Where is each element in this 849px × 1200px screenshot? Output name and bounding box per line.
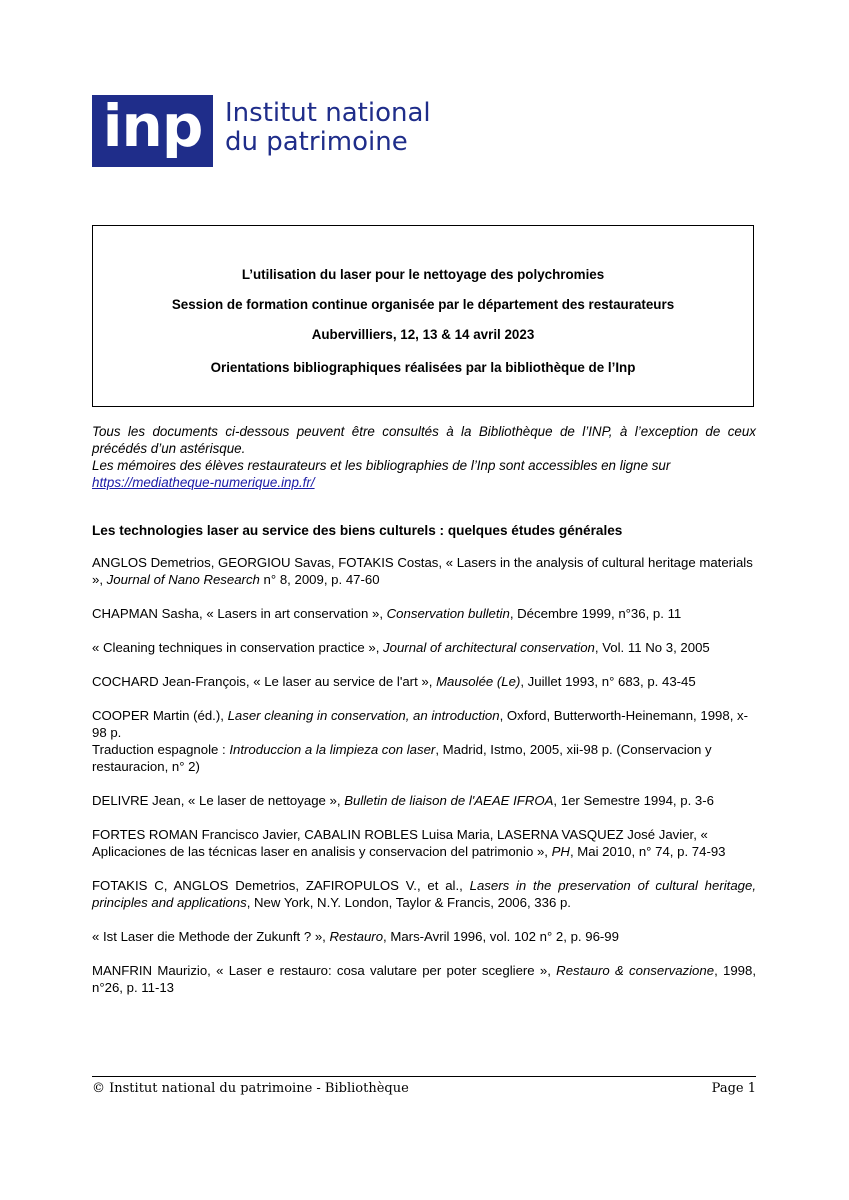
ref-text: , Oxford, Butterworth-Heinemann, 1998, x-98 p. xyxy=(92,708,749,740)
session-title: Session de formation continue organisée par le département des restaurateurs xyxy=(171,297,675,312)
logo-line-2: du patrimoine xyxy=(225,127,408,157)
ref-text: n° 8, 2009, p. 47-60 xyxy=(259,572,380,587)
ref-italic: Laser cleaning in conservation, an introduction xyxy=(227,708,500,723)
page-number: Page 1 xyxy=(711,1081,756,1096)
ref-italic: Lasers in the preservation of cultural heritage, principles and applications xyxy=(92,878,757,910)
ref-italic: Mausolée (Le) xyxy=(436,674,521,689)
ref-text: , 1er Semestre 1994, p. 3-6 xyxy=(553,793,714,808)
ref-text: , Mars-Avril 1996, vol. 102 n° 2, p. 96-99 xyxy=(383,929,619,944)
ref-text: MANFRIN Maurizio, « Laser e restauro: cosa valutare per poter scegliere », xyxy=(92,963,557,978)
ref-italic: Restauro & conservazione xyxy=(556,963,715,978)
ref-text: , Vol. 11 No 3, 2005 xyxy=(594,640,710,655)
ref-italic: Journal of Nano Research xyxy=(106,572,260,587)
logo-line-1: Institut national xyxy=(225,98,431,128)
intro-line-2-text: Les mémoires des élèves restaurateurs et les bibliographies de l’Inp sont accessibles en ligne sur xyxy=(92,458,671,473)
place-date: Aubervilliers, 12, 13 & 14 avril 2023 xyxy=(311,327,535,342)
logo-mark: inp xyxy=(92,95,213,167)
title-box xyxy=(92,225,754,407)
ref-text: , Mai 2010, n° 74, p. 74-93 xyxy=(569,844,726,859)
reference-item xyxy=(92,962,756,996)
ref-italic: PH xyxy=(551,844,570,859)
intro-line-2 xyxy=(92,457,756,491)
intro-notes xyxy=(92,423,756,491)
reference-item xyxy=(92,554,756,588)
ref-text: , Madrid, Istmo, 2005, xii-98 p. (Conservacion y restauracion, n° 2) xyxy=(92,742,712,774)
ref-text: CHAPMAN Sasha, « Lasers in art conservation », xyxy=(92,606,387,621)
ref-text: COCHARD Jean-François, « Le laser au service de l'art », xyxy=(92,674,437,689)
ref-italic: Introduccion a la limpieza con laser xyxy=(229,742,436,757)
orientation-note: Orientations bibliographiques réalisées par la bibliothèque de l’Inp xyxy=(210,360,636,375)
reference-item xyxy=(92,673,756,690)
ref-text: FOTAKIS C, ANGLOS Demetrios, ZAFIROPULOS V., et al., xyxy=(92,878,470,893)
reference-item xyxy=(92,826,756,860)
reference-item xyxy=(92,639,756,656)
ref-text: COOPER Martin (éd.), xyxy=(92,708,228,723)
ref-italic: Journal of architectural conservation xyxy=(383,640,595,655)
footer-copyright: © Institut national du patrimoine - Bibliothèque xyxy=(92,1081,409,1096)
ref-text: , Juillet 1993, n° 683, p. 43-45 xyxy=(520,674,696,689)
intro-line-1: Tous les documents ci-dessous peuvent être consultés à la Bibliothèque de l’INP, à l’exception de ceux précédés d’un astérisque. xyxy=(92,424,756,456)
ref-text: « Cleaning techniques in conservation practice », xyxy=(92,640,384,655)
ref-italic: Conservation bulletin xyxy=(386,606,510,621)
section-heading: Les technologies laser au service des biens culturels : quelques études générales xyxy=(92,523,623,538)
ref-text: , Décembre 1999, n°36, p. 11 xyxy=(509,606,682,621)
ref-italic: Restauro xyxy=(329,929,384,944)
ref-text: « Ist Laser die Methode der Zukunft ? », xyxy=(92,929,330,944)
reference-item xyxy=(92,928,756,945)
document-title: L’utilisation du laser pour le nettoyage des polychromies xyxy=(241,267,605,282)
reference-item xyxy=(92,707,756,775)
logo-wordmark xyxy=(225,99,485,157)
ref-text: Traduction espagnole : xyxy=(92,742,230,757)
ref-italic: Bulletin de liaison de l'AEAE IFROA xyxy=(344,793,554,808)
ref-text: , New York, N.Y. London, Taylor & Francis, 2006, 336 p. xyxy=(246,895,571,910)
ref-text: ANGLOS Demetrios, GEORGIOU Savas, FOTAKIS Costas, « Lasers in the analysis of cultural heritage materials », xyxy=(92,555,753,587)
ref-text: , 1998, n°26, p. 11-13 xyxy=(92,963,756,995)
reference-list xyxy=(92,554,756,1013)
reference-item xyxy=(92,877,756,911)
ref-text: FORTES ROMAN Francisco Javier, CABALIN ROBLES Luisa Maria, LASERNA VASQUEZ José Javier, « Aplicaciones de las técnicas laser en analisis y conservacion del patrimonio », xyxy=(92,827,708,859)
mediatheque-link[interactable]: https://mediatheque-numerique.inp.fr/ xyxy=(92,475,315,490)
reference-item xyxy=(92,605,756,622)
ref-text: DELIVRE Jean, « Le laser de nettoyage », xyxy=(92,793,345,808)
footer-divider xyxy=(92,1076,756,1077)
reference-item xyxy=(92,792,756,809)
